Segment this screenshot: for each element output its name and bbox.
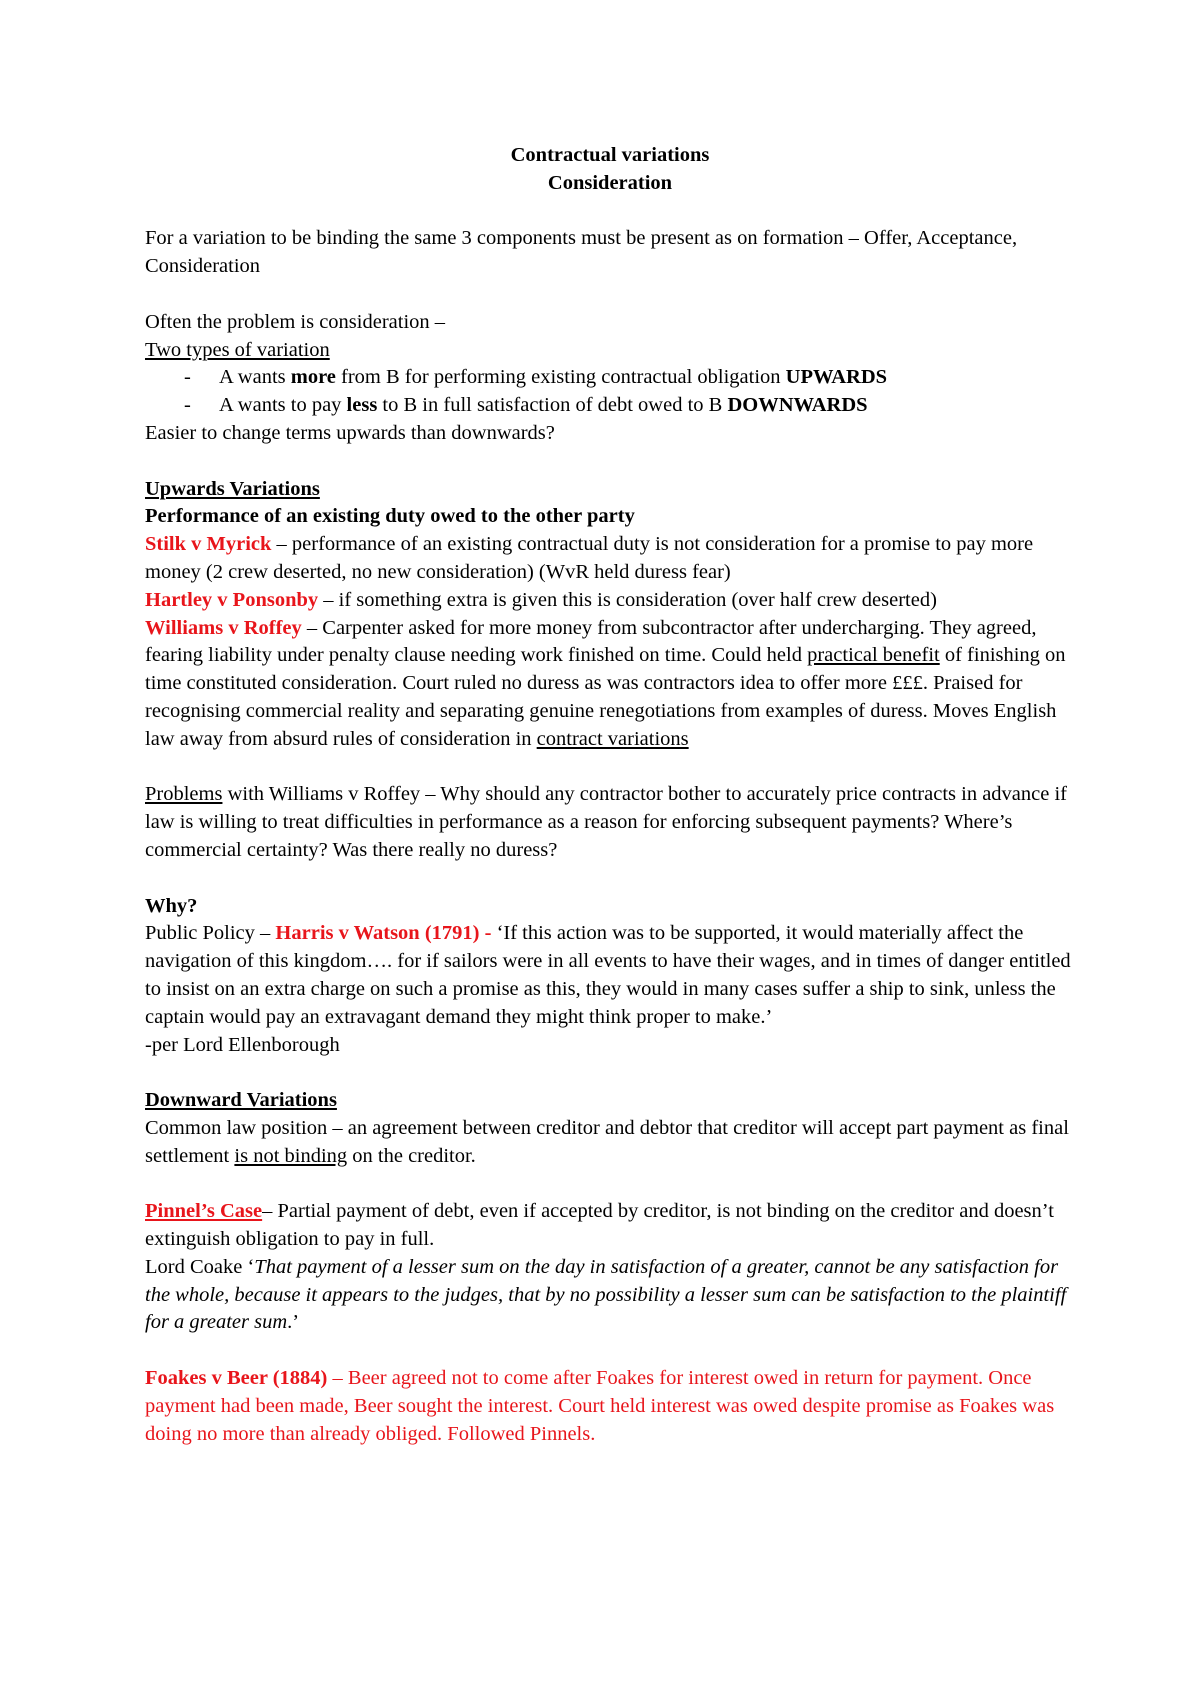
often-line: Often the problem is consideration – <box>145 310 446 333</box>
upwards-subheading: Performance of an existing duty owed to the other party <box>145 505 635 528</box>
document-title: Contractual variations <box>510 144 710 166</box>
williams-paragraph: Williams v Roffey – Carpenter asked for more money from subcontractor after undercharging. They agreed, fearing liability under penalty clause needing work finished on time. Could held practical benefit of finishing on time constituted consideration. Court ruled no duress as was contractors idea to offer more £££. Praised for recognising commercial reality and separating genuine renegotiations from examples of duress. Moves English law away from absurd rules of consideration in contract variations <box>145 616 1066 750</box>
stilk-paragraph: Stilk v Myrick – performance of an existing contractual duty is not consideration for a promise to pay more money (2 crew deserted, no new consideration) (WvR held duress fear) <box>145 533 1034 583</box>
per-line: -per Lord Ellenborough <box>145 1033 340 1056</box>
pinnel-paragraph: Pinnel’s Case– Partial payment of debt, even if accepted by creditor, is not binding on the creditor and doesn’t extinguish obligation to pay in full. <box>145 1200 1054 1251</box>
intro-paragraph: For a variation to be binding the same 3 components must be present as on formation – Offer, Acceptance, Consideration <box>145 227 1018 278</box>
case-name: Stilk v Myrick <box>145 533 272 556</box>
downward-paragraph: Common law position – an agreement between creditor and debtor that creditor will accept part payment as final settlement is not binding on the creditor. <box>145 1116 1069 1167</box>
hartley-paragraph: Hartley v Ponsonby – if something extra is given this is consideration (over half crew deserted) <box>145 588 937 611</box>
coake-quote: Lord Coake ‘That payment of a lesser sum on the day in satisfaction of a greater, cannot be any satisfaction for the whole, because it appears to the judges, that by no possibility a lesser sum can be satisfaction to the plaintiff for a greater sum.’ <box>145 1255 1067 1334</box>
case-name: Williams v Roffey <box>145 616 302 639</box>
easier-question: Easier to change terms upwards than downwards? <box>145 421 555 444</box>
document-page <box>145 142 1075 1448</box>
two-types-label: Two types of variation <box>145 338 330 361</box>
case-name: Foakes v Beer (1884) <box>145 1367 328 1390</box>
list-item: - A wants to pay less to B in full satisfaction of debt owed to B DOWNWARDS <box>184 394 868 417</box>
document-subtitle: Consideration <box>547 171 673 194</box>
case-name: Hartley v Ponsonby <box>145 588 319 611</box>
upwards-heading: Upwards Variations <box>145 477 320 500</box>
downward-heading: Downward Variations <box>145 1089 337 1112</box>
case-name: Pinnel’s Case <box>145 1200 263 1223</box>
why-heading: Why? <box>145 894 198 917</box>
problems-paragraph: Problems with Williams v Roffey – Why should any contractor bother to accurately price contracts in advance if law is willing to treat difficulties in performance as a reason for enforcing subsequent payments? Where’s commercial certainty? Was there really no duress? <box>145 783 1067 861</box>
variation-types-list <box>145 364 1075 420</box>
foakes-paragraph: Foakes v Beer (1884) – Beer agreed not to come after Foakes for interest owed in return for payment. Once payment had been made, Beer sought the interest. Court held interest was owed despite promise as Foakes was doing no more than already obliged. Followed Pinnels. <box>145 1367 1055 1445</box>
case-name: Harris v Watson (1791) - <box>275 922 492 945</box>
harris-paragraph: Public Policy – Harris v Watson (1791) - ‘If this action was to be supported, it would materially affect the navigation of this kingdom…. for if sailors were in all events to have their wages, and in times of danger entitled to insist on an extra charge on such a promise as this, they would in many cases suffer a ship to sink, unless the captain would pay an extravagant demand they might think proper to make.’ <box>145 922 1071 1028</box>
list-item: - A wants more from B for performing existing contractual obligation UPWARDS <box>184 366 888 389</box>
